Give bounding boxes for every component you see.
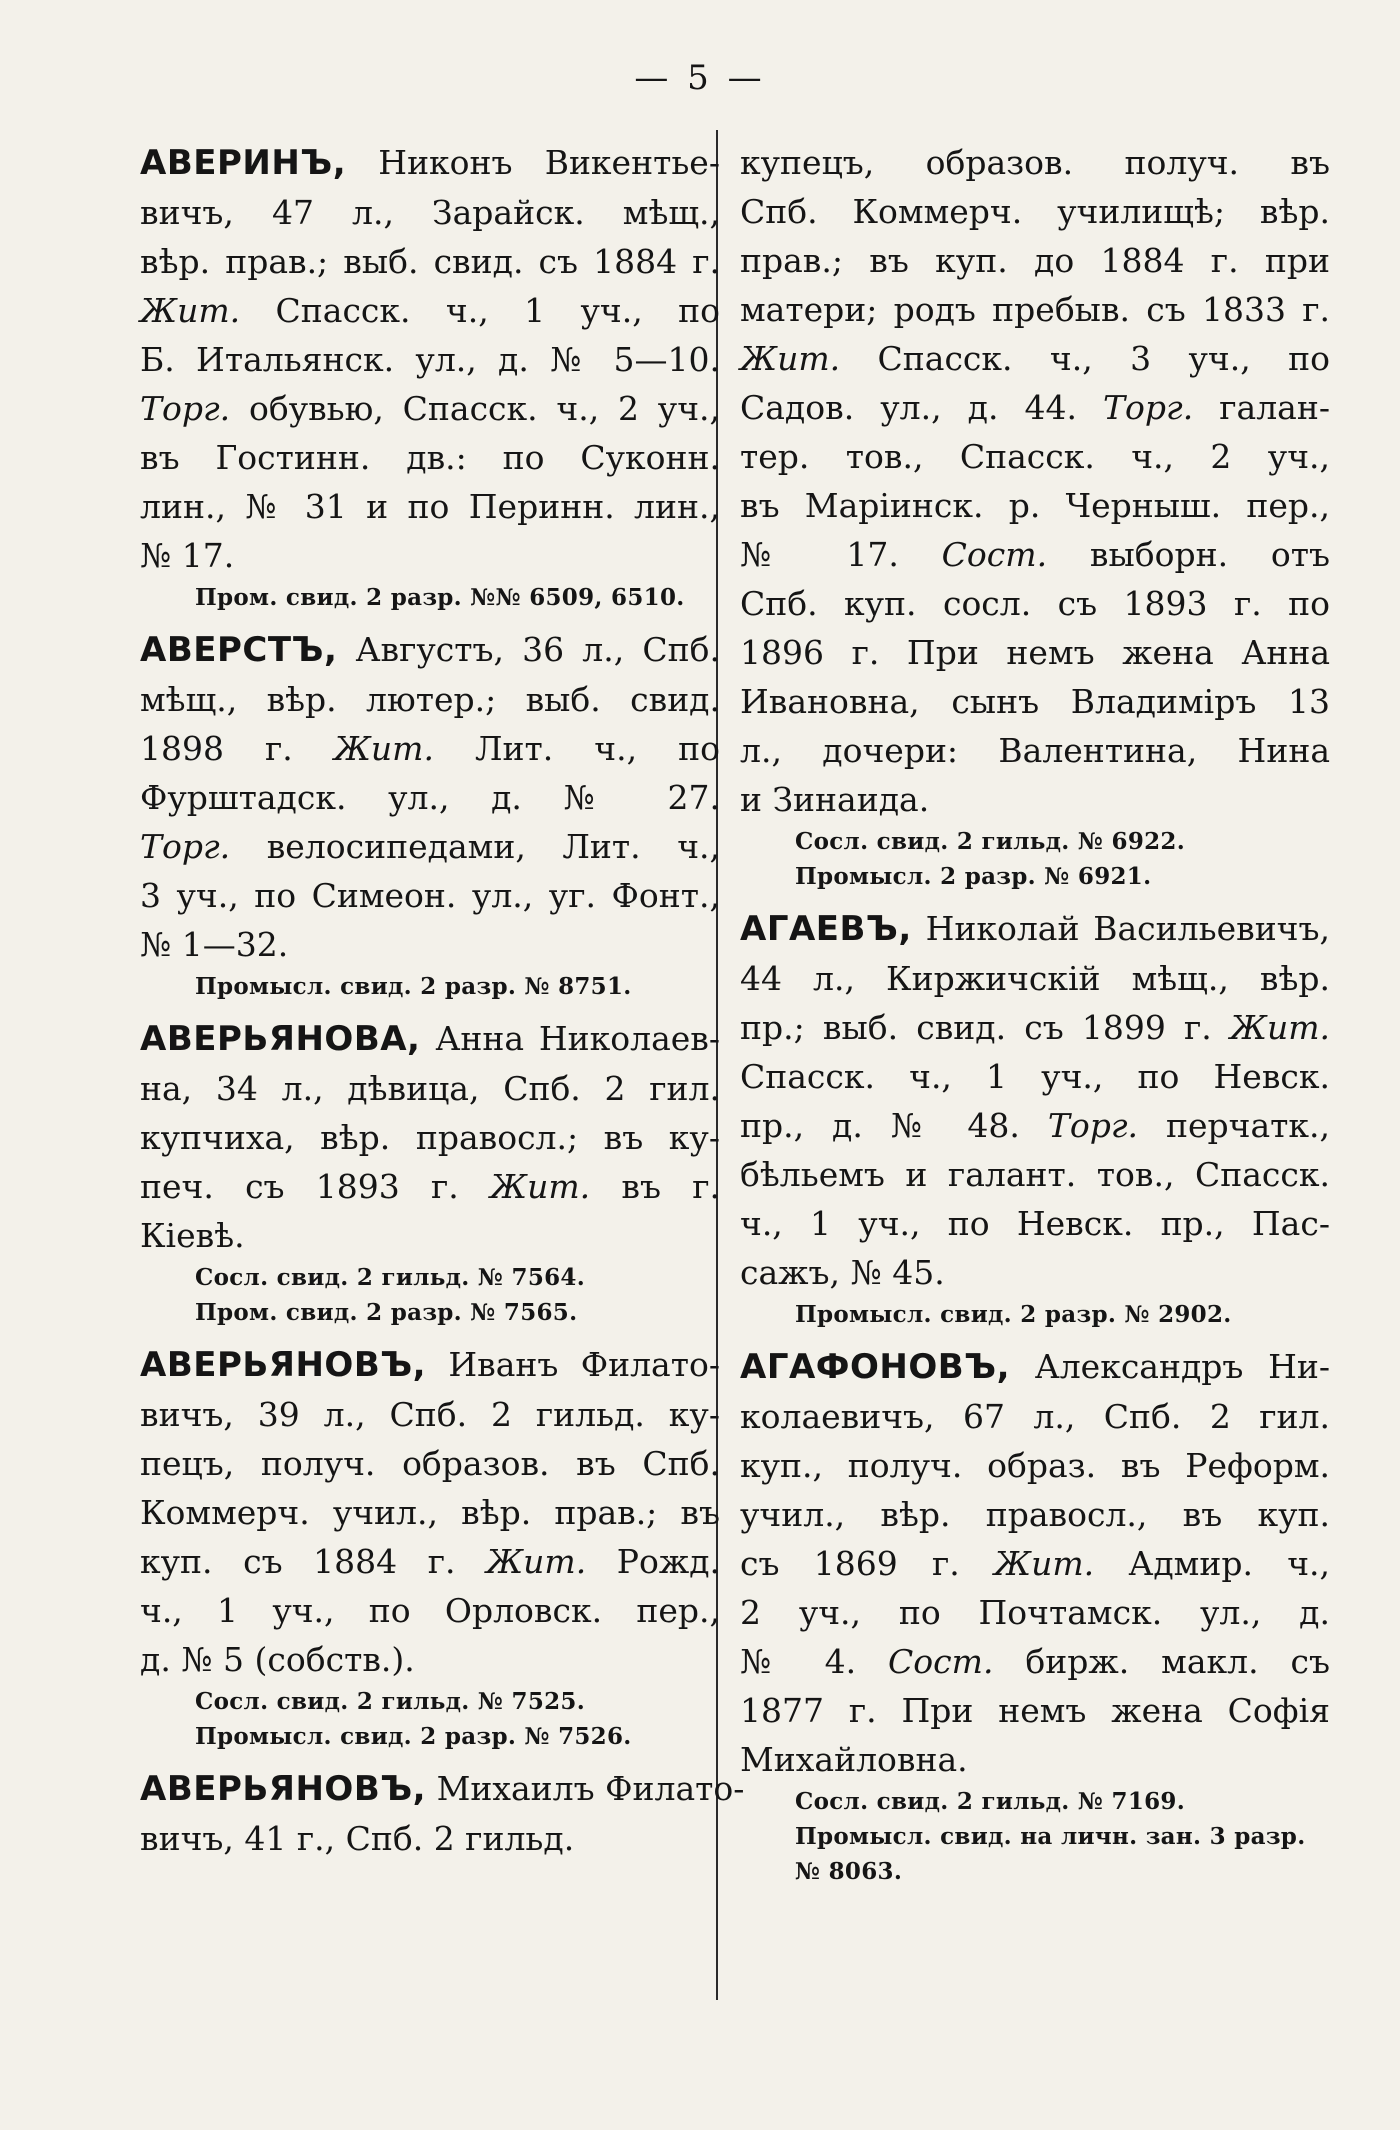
entry-text: мѣщ., вѣр. лютер.; выб. свид.	[140, 680, 720, 719]
entry-line	[740, 530, 1330, 579]
certificate-line: № 8063.	[795, 1858, 903, 1885]
entry-text: Коммерч. учил., вѣр. прав.; въ	[140, 1493, 720, 1532]
entry-line	[740, 285, 1330, 334]
entry-text: Б. Итальянск. ул., д. № 5—10.	[140, 340, 720, 379]
entry-line	[140, 1211, 720, 1260]
entry-line	[740, 1003, 1330, 1052]
entry-text: Михайловна.	[740, 1740, 968, 1779]
entry-surname: АВЕРЬЯНОВА,	[140, 1019, 421, 1059]
entry-line	[740, 579, 1330, 628]
left-column	[140, 138, 745, 1873]
entry-text: сажъ, № 45.	[740, 1253, 945, 1292]
entry-abbrev: Торг.	[1019, 1106, 1139, 1145]
certificate-line: Сосл. свид. 2 гильд. № 7169.	[795, 1788, 1186, 1815]
entry-text: Фурштадск. ул., д. № 27.	[140, 778, 720, 817]
certificate-line: Пром. свид. 2 разр. №№ 6509, 6510.	[195, 584, 685, 611]
right-column	[740, 138, 1330, 1899]
entry-text: пр.; выб. свид. съ 1899 г.	[740, 1008, 1212, 1047]
entry-text: 1896 г. При немъ жена Анна	[740, 633, 1330, 672]
entry-line	[740, 1199, 1330, 1248]
entry-line	[740, 1735, 1330, 1784]
entry-text: выборн. отъ	[1047, 535, 1330, 574]
entry-line	[740, 383, 1330, 432]
entry-text: вичъ, 41 г., Спб. 2 гильд.	[140, 1819, 575, 1858]
entry-line	[740, 1150, 1330, 1199]
certificate-line: Сосл. свид. 2 гильд. № 6922.	[795, 828, 1186, 855]
entry-text: учил., вѣр. правосл., въ куп.	[740, 1495, 1330, 1534]
entry-text: ч., 1 уч., по Невск. пр., Пас-	[740, 1204, 1330, 1243]
entry-text: въ Маріинск. р. Черныш. пер.,	[740, 486, 1330, 525]
entry-line	[740, 1637, 1330, 1686]
entry-line	[740, 954, 1330, 1003]
entry-line	[740, 677, 1330, 726]
entry-abbrev: Жит.	[458, 1167, 591, 1206]
directory-entry	[140, 138, 720, 615]
entry-text: Анна Николаев-	[420, 1019, 720, 1058]
certificate-line: Промысл. свид. на личн. зан. 3 разр.	[795, 1823, 1306, 1850]
entry-text: 44 л., Киржичскій мѣщ., вѣр.	[740, 959, 1330, 998]
entry-line	[740, 1686, 1330, 1735]
entry-line	[740, 1441, 1330, 1490]
entry-line	[140, 1064, 720, 1113]
entry-line	[140, 773, 720, 822]
entry-line	[140, 1014, 720, 1064]
certificate-line: Пром. свид. 2 разр. № 7565.	[195, 1299, 578, 1326]
entry-line	[740, 1588, 1330, 1637]
entry-text: съ 1869 г.	[740, 1544, 960, 1583]
entry-line	[740, 432, 1330, 481]
entry-line	[140, 1340, 720, 1390]
entry-text: 1877 г. При немъ жена Софія	[740, 1691, 1330, 1730]
entry-text: л., дочери: Валентина, Нина	[740, 731, 1330, 770]
entry-text: Адмир. ч.,	[1094, 1544, 1331, 1583]
entry-line	[740, 1101, 1330, 1150]
entry-abbrev: Жит.	[455, 1542, 587, 1581]
entry-line	[140, 1814, 720, 1863]
entry-text: перчатк.,	[1138, 1106, 1330, 1145]
entry-abbrev: Сост.	[898, 535, 1048, 574]
entry-text: Кіевѣ.	[140, 1216, 245, 1255]
entry-line	[140, 1586, 720, 1635]
entry-line	[140, 1635, 720, 1684]
certificate-line: Сосл. свид. 2 гильд. № 7564.	[195, 1264, 586, 1291]
entry-surname: АГАЕВЪ,	[740, 909, 912, 949]
entry-line	[140, 822, 720, 871]
entry-text: № 17.	[140, 536, 235, 575]
entry-abbrev: Торг.	[1076, 388, 1194, 427]
entry-text: колаевичъ, 67 л., Спб. 2 гил.	[740, 1397, 1330, 1436]
entry-abbrev: Жит.	[740, 339, 841, 378]
entry-line	[740, 726, 1330, 775]
entry-text: Михаилъ Филато-	[426, 1769, 745, 1808]
entry-surname: АВЕРЬЯНОВЪ,	[140, 1345, 427, 1385]
directory-entry	[140, 1014, 720, 1330]
entry-line	[740, 481, 1330, 530]
entry-surname: АВЕРЬЯНОВЪ,	[140, 1769, 427, 1809]
entry-text: Спасск. ч., 3 уч., по	[840, 339, 1330, 378]
entry-line	[140, 1537, 720, 1586]
entry-line	[740, 187, 1330, 236]
entry-text: велосипедами, Лит. ч.,	[230, 827, 720, 866]
entry-line	[740, 1248, 1330, 1297]
certificate-line: Промысл. свид. 2 разр. № 2902.	[795, 1301, 1232, 1328]
entry-line	[140, 1390, 720, 1439]
entry-text: на, 34 л., дѣвица, Спб. 2 гил.	[140, 1069, 720, 1108]
entry-text: вѣр. прав.; выб. свид. съ 1884 г.	[140, 242, 720, 281]
entry-line	[740, 1392, 1330, 1441]
entry-line	[140, 1113, 720, 1162]
directory-entry	[740, 1342, 1330, 1889]
entry-line	[140, 920, 720, 969]
entry-text: вичъ, 47 л., Зарайск. мѣщ.,	[140, 193, 720, 232]
entry-abbrev: Жит.	[292, 729, 434, 768]
entry-text: тер. тов., Спасск. ч., 2 уч.,	[740, 437, 1330, 476]
entry-abbrev: Жит.	[959, 1544, 1095, 1583]
entry-text: Рожд.	[586, 1542, 720, 1581]
entry-text: Спасск. ч., 1 уч., по Невск.	[740, 1057, 1330, 1096]
entry-text: Августъ, 36 л., Спб.	[337, 630, 720, 669]
entry-text: куп., получ. образ. въ Реформ.	[740, 1446, 1330, 1485]
entry-line	[140, 433, 720, 482]
certificate-line: Промысл. свид. 2 разр. № 8751.	[195, 973, 632, 1000]
entry-text: Садов. ул., д. 44.	[740, 388, 1077, 427]
entry-text: пр., д. № 48.	[740, 1106, 1020, 1145]
entry-line	[140, 237, 720, 286]
directory-entry	[740, 904, 1330, 1332]
entry-text: ч., 1 уч., по Орловск. пер.,	[140, 1591, 720, 1630]
entry-line	[140, 286, 720, 335]
entry-line	[740, 138, 1330, 187]
entry-line	[740, 775, 1330, 824]
entry-line	[740, 1539, 1330, 1588]
entry-text: матери; родъ пребыв. съ 1833 г.	[740, 290, 1330, 329]
entry-surname: АГАФОНОВЪ,	[740, 1347, 1011, 1387]
entry-text: вичъ, 39 л., Спб. 2 гильд. ку-	[140, 1395, 720, 1434]
entry-text: № 4.	[740, 1642, 857, 1681]
entry-text: № 17.	[740, 535, 899, 574]
entry-text: въ г.	[590, 1167, 720, 1206]
entry-text: Иванъ Филато-	[426, 1345, 720, 1384]
entry-text: Лит. ч., по	[433, 729, 720, 768]
entry-text: Спасск. ч., 1 уч., по	[240, 291, 720, 330]
entry-surname: АВЕРИНЪ,	[140, 143, 347, 183]
entry-text: лин., № 31 и по Перинн. лин.,	[140, 487, 720, 526]
entry-text: Александръ Ни-	[1010, 1347, 1330, 1386]
entry-line	[740, 334, 1330, 383]
entry-abbrev: Торг.	[140, 389, 231, 428]
entry-text: 1898 г.	[140, 729, 293, 768]
entry-text: бирж. макл. съ	[993, 1642, 1330, 1681]
entry-line	[140, 724, 720, 773]
entry-line	[740, 1052, 1330, 1101]
entry-text: № 1—32.	[140, 925, 289, 964]
entry-abbrev: Жит.	[1211, 1008, 1331, 1047]
entry-line	[140, 625, 720, 675]
entry-line	[140, 1162, 720, 1211]
entry-text: прав.; въ куп. до 1884 г. при	[740, 241, 1330, 280]
page-number: — 5 —	[634, 58, 766, 98]
entry-line	[140, 138, 720, 188]
entry-text: Николай Васильевичъ,	[911, 909, 1330, 948]
entry-text: купчиха, вѣр. правосл.; въ ку-	[140, 1118, 720, 1157]
entry-line	[140, 384, 720, 433]
directory-entry	[140, 1764, 745, 1863]
certificate-line: Сосл. свид. 2 гильд. № 7525.	[195, 1688, 586, 1715]
entry-line	[740, 628, 1330, 677]
entry-line	[140, 675, 720, 724]
entry-line	[140, 335, 720, 384]
entry-line	[140, 482, 720, 531]
entry-line	[740, 1490, 1330, 1539]
entry-text: 3 уч., по Симеон. ул., уг. Фонт.,	[140, 876, 720, 915]
entry-text: обувью, Спасск. ч., 2 уч.,	[230, 389, 720, 428]
directory-entry	[740, 138, 1330, 894]
entry-line	[140, 1764, 745, 1814]
entry-line	[740, 904, 1330, 954]
entry-line	[140, 531, 720, 580]
entry-line	[140, 871, 720, 920]
entry-text: и Зинаида.	[740, 780, 930, 819]
entry-line	[140, 188, 720, 237]
entry-text: куп. съ 1884 г.	[140, 1542, 456, 1581]
entry-text: Ивановна, сынъ Владиміръ 13	[740, 682, 1330, 721]
entry-text: Спб. куп. сосл. съ 1893 г. по	[740, 584, 1330, 623]
entry-text: Спб. Коммерч. училищѣ; вѣр.	[740, 192, 1330, 231]
entry-line	[740, 236, 1330, 285]
entry-line	[140, 1439, 720, 1488]
entry-text: Никонъ Викентье-	[346, 143, 720, 182]
certificate-line: Промысл. 2 разр. № 6921.	[795, 863, 1152, 890]
entry-abbrev: Жит.	[140, 291, 241, 330]
entry-text: печ. съ 1893 г.	[140, 1167, 459, 1206]
entry-text: 2 уч., по Почтамск. ул., д.	[740, 1593, 1330, 1632]
entry-surname: АВЕРСТЪ,	[140, 630, 338, 670]
entry-line	[740, 1342, 1330, 1392]
directory-entry	[140, 1340, 720, 1754]
entry-text: бѣльемъ и галант. тов., Спасск.	[740, 1155, 1330, 1194]
entry-text: въ Гостинн. дв.: по Суконн.	[140, 438, 720, 477]
entry-abbrev: Торг.	[140, 827, 231, 866]
entry-line	[140, 1488, 720, 1537]
entry-text: д. № 5 (собств.).	[140, 1640, 415, 1679]
entry-text: пецъ, получ. образов. въ Спб.	[140, 1444, 720, 1483]
entry-text: галан-	[1193, 388, 1330, 427]
entry-text: купецъ, образов. получ. въ	[740, 143, 1330, 182]
certificate-line: Промысл. свид. 2 разр. № 7526.	[195, 1723, 632, 1750]
directory-entry	[140, 625, 720, 1004]
entry-abbrev: Сост.	[856, 1642, 994, 1681]
